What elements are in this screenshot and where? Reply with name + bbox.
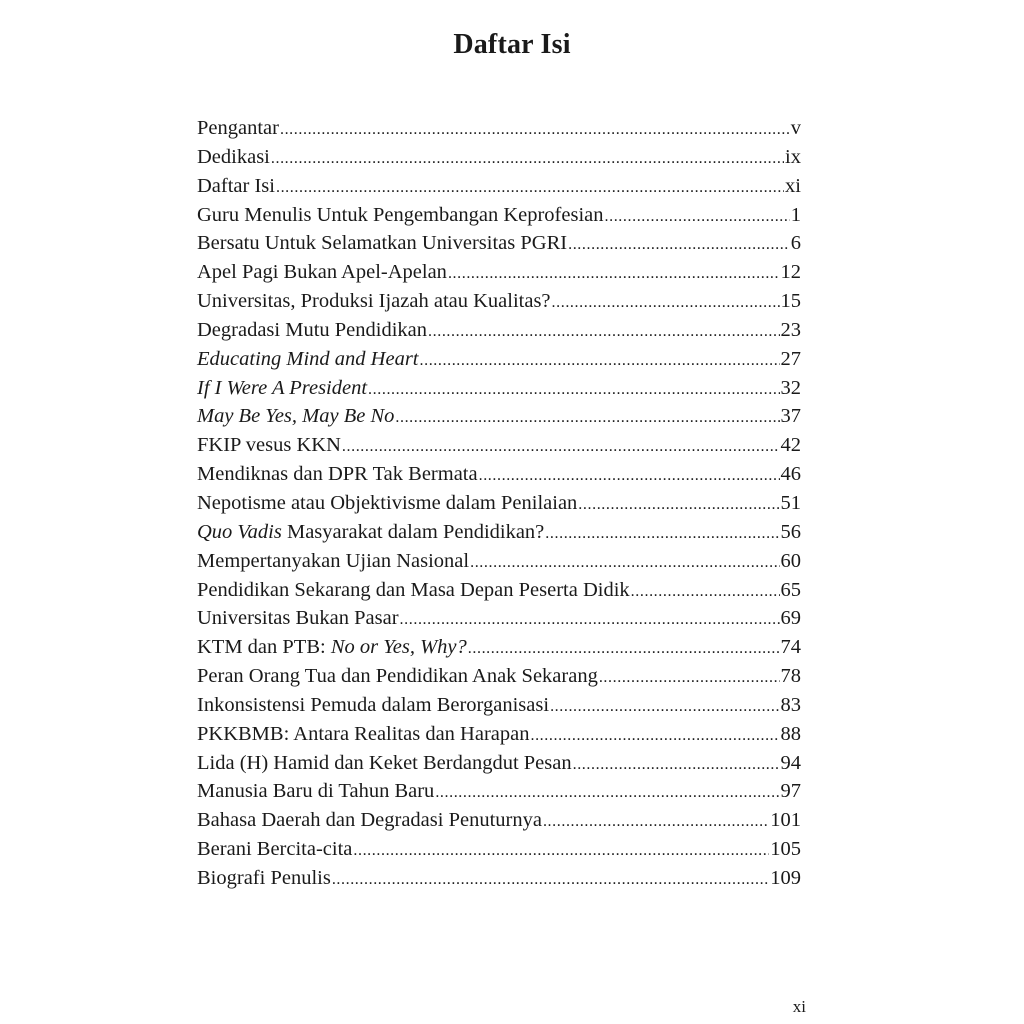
toc-entry-title: Biografi Penulis <box>197 866 331 889</box>
dot-leader <box>631 578 780 607</box>
toc-entry-title-italic: Educating Mind and Heart <box>197 347 419 370</box>
dot-leader <box>543 808 769 837</box>
dot-leader <box>448 260 780 289</box>
toc-entry-title-italic: May Be Yes, May Be No <box>197 405 395 428</box>
toc-entry-inkonsistensi[interactable] <box>197 691 801 720</box>
toc-entry-title <box>197 374 367 403</box>
toc-entry-page: v <box>790 117 801 139</box>
toc-entry-page: 65 <box>780 578 801 601</box>
toc-entry-page: 12 <box>780 261 801 284</box>
toc-entry-may-be-yes[interactable] <box>197 402 801 431</box>
toc-entry-title: Degradasi Mutu Pendidikan <box>197 318 428 341</box>
toc-entry-universitas-produksi[interactable] <box>197 287 801 316</box>
toc-entry-title: FKIP vesus KKN <box>197 434 341 457</box>
toc-entry-lida-hamid[interactable] <box>197 749 801 778</box>
toc-entry-title: Bersatu Untuk Selamatkan Universitas PGRI <box>197 232 568 255</box>
toc-entry-page: 105 <box>770 838 801 861</box>
toc-entry-title: Dedikasi <box>197 145 270 168</box>
toc-entry-title: PKKBMB: Antara Realitas dan Harapan <box>197 722 530 745</box>
toc-entry-page: 15 <box>780 290 801 313</box>
toc-entry-degradasi-mutu[interactable] <box>197 316 801 345</box>
toc-entry-page: 97 <box>780 780 801 803</box>
toc-entry-title: Pengantar <box>197 117 279 139</box>
toc-entry-page: 27 <box>780 347 801 370</box>
toc-entry-page: 1 <box>790 203 801 226</box>
toc-entry-pendidikan-sekarang[interactable] <box>197 576 801 605</box>
toc-entry-title <box>197 345 419 374</box>
toc-entry-educating-mind[interactable] <box>197 345 801 374</box>
toc-entry-page: 23 <box>780 318 801 341</box>
toc-entry-page: 109 <box>770 866 801 889</box>
toc-entry-page: 74 <box>780 636 801 659</box>
dot-leader <box>435 779 779 808</box>
toc-entry-title: Bahasa Daerah dan Degradasi Penuturnya <box>197 809 542 832</box>
toc-entry-title: Lida (H) Hamid dan Keket Berdangdut Pesan <box>197 751 572 774</box>
toc-entry-bersatu[interactable] <box>197 229 801 258</box>
dot-leader <box>550 693 779 722</box>
toc-entry-daftar-isi[interactable] <box>197 172 801 201</box>
dot-leader <box>280 116 790 145</box>
dot-leader <box>578 491 779 520</box>
toc-entry-title: Mendiknas dan DPR Tak Bermata <box>197 463 478 486</box>
toc-entry-page: 37 <box>780 405 801 428</box>
toc-entry-universitas-bukan-pasar[interactable] <box>197 604 801 633</box>
dot-leader <box>276 174 784 203</box>
toc-entry-page: 101 <box>770 809 801 832</box>
toc-entry-page: 51 <box>780 491 801 514</box>
toc-entry-title-rest: Masyarakat dalam Pendidikan? <box>281 520 545 543</box>
dot-leader <box>605 203 790 232</box>
toc-entry-mempertanyakan[interactable] <box>197 547 801 576</box>
dot-leader <box>353 837 769 866</box>
dot-leader <box>599 664 780 693</box>
toc-entry-title: Mempertanyakan Ujian Nasional <box>197 549 470 572</box>
toc-entry-page: 32 <box>780 376 801 399</box>
dot-leader <box>332 866 769 895</box>
toc-entry-title: Peran Orang Tua dan Pendidikan Anak Sekarang <box>197 665 598 688</box>
page-number: xi <box>792 997 806 1016</box>
toc-entry-page: 88 <box>780 722 801 745</box>
toc-entry-title: Nepotisme atau Objektivisme dalam Penilaian <box>197 491 578 514</box>
toc-entry-title <box>197 518 544 547</box>
toc-entry-page: ix <box>785 145 801 168</box>
dot-leader <box>342 433 780 462</box>
toc-entry-title: Universitas Bukan Pasar <box>197 607 399 630</box>
toc-entry-ktm-dan-ptb[interactable] <box>197 633 801 662</box>
dot-leader <box>545 520 779 549</box>
dot-leader <box>420 347 780 376</box>
toc-entry-guru-menulis[interactable] <box>197 201 801 230</box>
dot-leader <box>271 145 784 174</box>
toc-entry-pengantar[interactable] <box>197 114 801 143</box>
page-title: Daftar Isi <box>453 28 571 60</box>
dot-leader <box>530 722 779 751</box>
toc-entry-nepotisme[interactable] <box>197 489 801 518</box>
toc-entry-title: Guru Menulis Untuk Pengembangan Keprofesian <box>197 203 604 226</box>
dot-leader <box>552 289 780 318</box>
dot-leader <box>470 549 779 578</box>
toc-entry-title-italic: Quo Vadis <box>197 520 282 543</box>
toc-entry-page: 69 <box>780 607 801 630</box>
toc-entry-page: xi <box>785 174 801 197</box>
toc-entry-title-italic: If I Were A President <box>197 376 368 399</box>
toc-entry-title: Universitas, Produksi Ijazah atau Kualitas? <box>197 290 551 313</box>
toc-entry-page: 42 <box>780 434 801 457</box>
toc-entry-page: 46 <box>780 463 801 486</box>
toc-entry-title: Inkonsistensi Pemuda dalam Berorganisasi <box>197 693 550 716</box>
toc-entry-berani-bercita-cita[interactable] <box>197 835 801 864</box>
dot-leader <box>368 376 779 405</box>
toc-entry-page: 6 <box>790 232 801 255</box>
toc-entry-title <box>197 633 467 662</box>
dot-leader <box>400 606 780 635</box>
toc-entry-apel-pagi[interactable] <box>197 258 801 287</box>
toc-entry-dedikasi[interactable] <box>197 143 801 172</box>
toc-entry-page: 60 <box>780 549 801 572</box>
table-of-contents <box>197 114 801 893</box>
toc-entry-page: 94 <box>780 751 801 774</box>
toc-entry-quo-vadis[interactable] <box>197 518 801 547</box>
dot-leader <box>468 635 780 664</box>
dot-leader <box>573 751 780 780</box>
toc-entry-title-italic: No or Yes, Why? <box>330 636 467 659</box>
toc-entry-if-i-were[interactable] <box>197 374 801 403</box>
toc-entry-pkkbmb[interactable] <box>197 720 801 749</box>
dot-leader <box>395 404 779 433</box>
toc-entry-page: 78 <box>780 665 801 688</box>
toc-entry-page: 56 <box>780 520 801 543</box>
toc-entry-title: Apel Pagi Bukan Apel-Apelan <box>197 261 447 284</box>
toc-entry-title: Pendidikan Sekarang dan Masa Depan Peserta Didik <box>197 578 630 601</box>
toc-entry-page: 83 <box>780 693 801 716</box>
toc-entry-title: Daftar Isi <box>197 174 275 197</box>
toc-entry-bahasa-daerah[interactable] <box>197 806 801 835</box>
dot-leader <box>568 231 790 260</box>
toc-entry-fkip-vesus-kkn[interactable] <box>197 431 801 460</box>
toc-entry-title <box>197 402 394 431</box>
toc-entry-title: Manusia Baru di Tahun Baru <box>197 780 435 803</box>
dot-leader <box>479 462 780 491</box>
dot-leader <box>428 318 779 347</box>
toc-entry-biografi-penulis[interactable] <box>197 864 801 893</box>
toc-entry-peran-orang-tua[interactable] <box>197 662 801 691</box>
toc-entry-title: Berani Bercita-cita <box>197 838 353 861</box>
toc-entry-title-plain: KTM dan PTB: <box>197 636 331 659</box>
toc-entry-manusia-baru[interactable] <box>197 777 801 806</box>
toc-entry-mendiknas[interactable] <box>197 460 801 489</box>
